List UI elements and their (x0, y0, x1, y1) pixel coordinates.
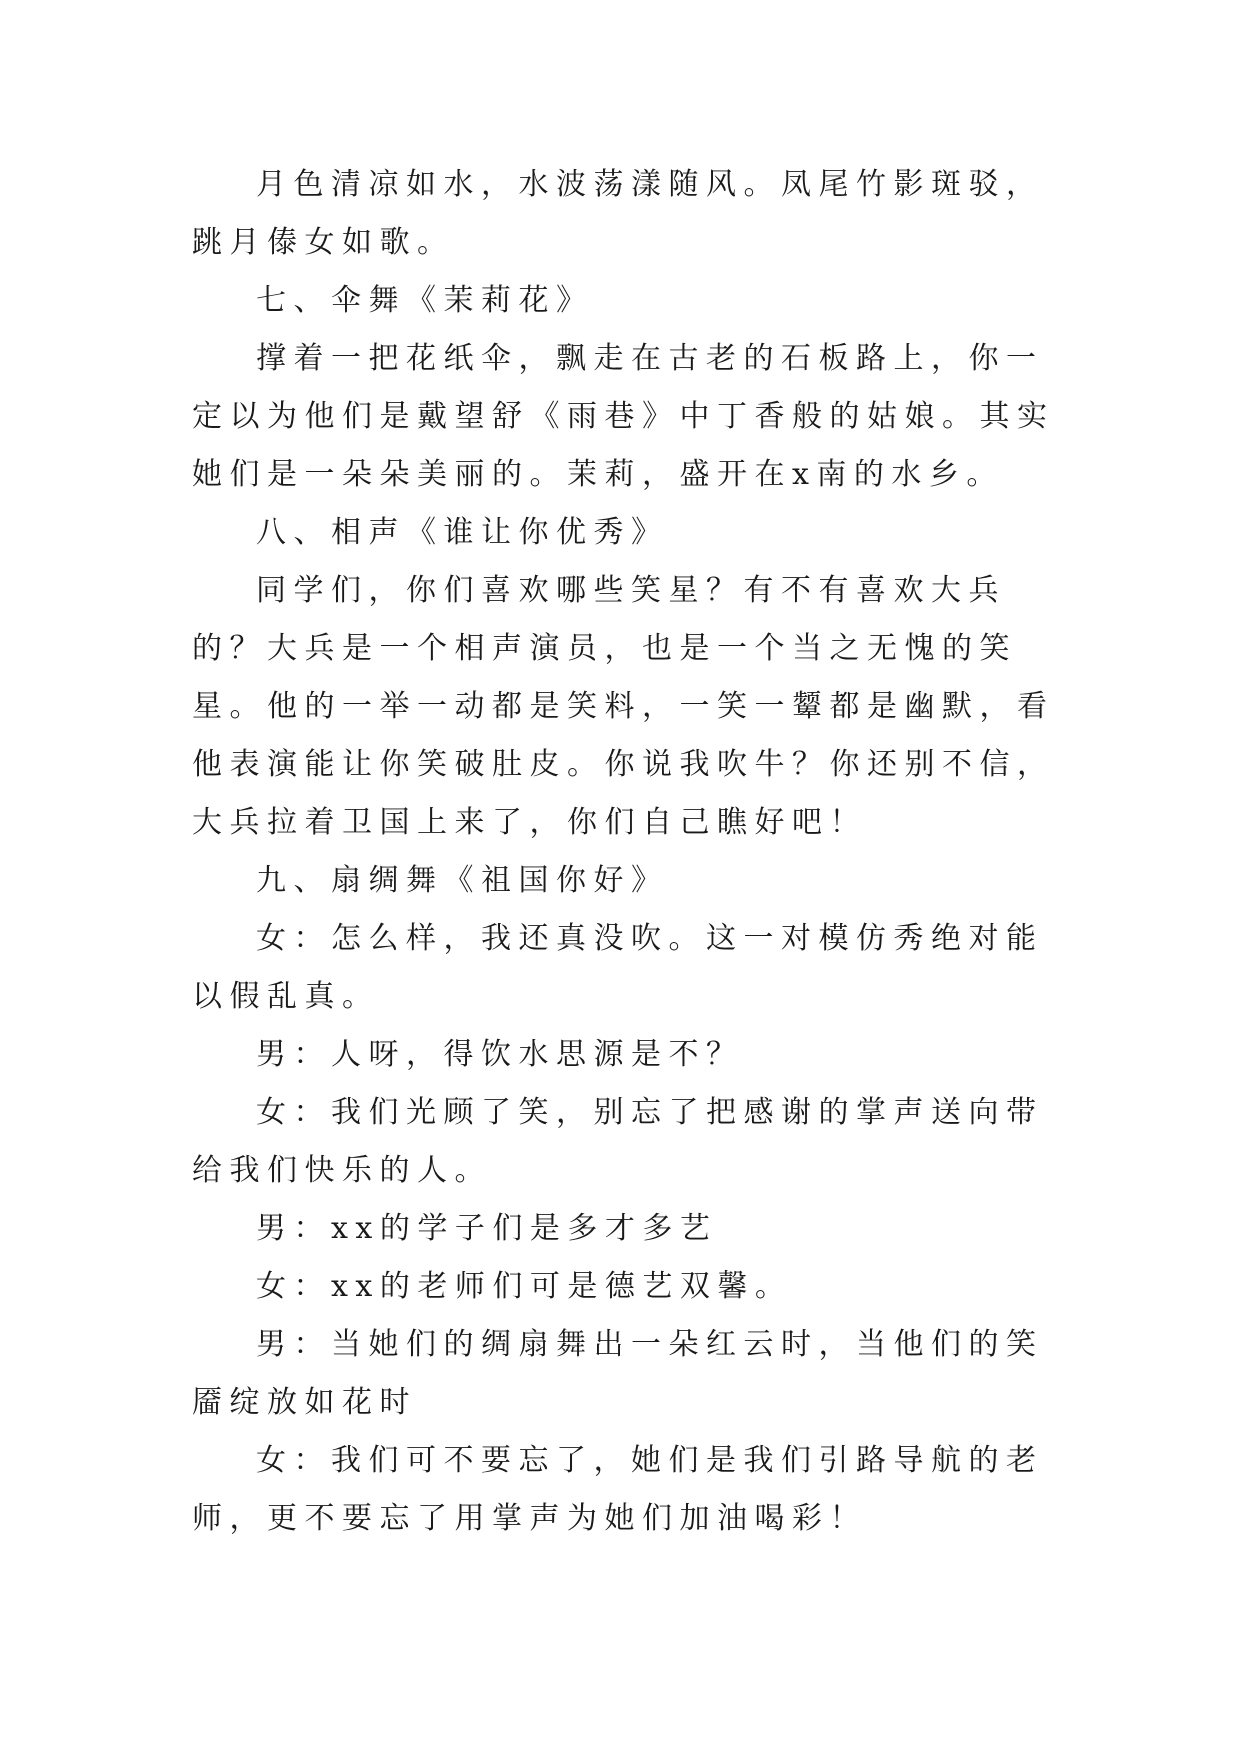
dialogue-line: 男：人呀，得饮水思源是不？ (256, 1037, 744, 1072)
dialogue-line: 女：xx的老师们可是德艺双馨。 (256, 1269, 793, 1304)
dialogue-line: 女：我们光顾了笑，别忘了把感谢的掌声送向带给我们快乐的人。 (192, 1095, 1044, 1188)
paragraph-moonlight: 月色清凉如水，水波荡漾随风。凤尾竹影斑驳，跳月傣女如歌。 (192, 167, 1044, 260)
document-body (192, 156, 1062, 1548)
heading-fan-dance: 九、扇绸舞《祖国你好》 (256, 863, 669, 898)
dialogue-line: 女：怎么样，我还真没吹。这一对模仿秀绝对能以假乱真。 (192, 921, 1044, 1014)
paragraph-crosstalk: 同学们，你们喜欢哪些笑星？有不有喜欢大兵的？大兵是一个相声演员，也是一个当之无愧的笑星。他的一举一动都是笑料，一笑一颦都是幽默，看他表演能让你笑破肚皮。你说我吹牛？你还别不信，大兵拉着卫国上来了，你们自己瞧好吧！ (192, 573, 1055, 840)
heading-umbrella-dance: 七、伞舞《茉莉花》 (256, 283, 594, 318)
dialogue-line: 男：xx的学子们是多才多艺 (256, 1211, 718, 1246)
dialogue-line: 男：当她们的绸扇舞出一朵红云时，当他们的笑靥绽放如花时 (192, 1327, 1044, 1420)
heading-crosstalk: 八、相声《谁让你优秀》 (256, 515, 669, 550)
paragraph-umbrella-dance: 撑着一把花纸伞，飘走在古老的石板路上，你一定以为他们是戴望舒《雨巷》中丁香般的姑娘。其实她们是一朵朵美丽的。茉莉，盛开在x南的水乡。 (192, 341, 1055, 492)
dialogue-line: 女：我们可不要忘了，她们是我们引路导航的老师，更不要忘了用掌声为她们加油喝彩！ (192, 1443, 1044, 1536)
